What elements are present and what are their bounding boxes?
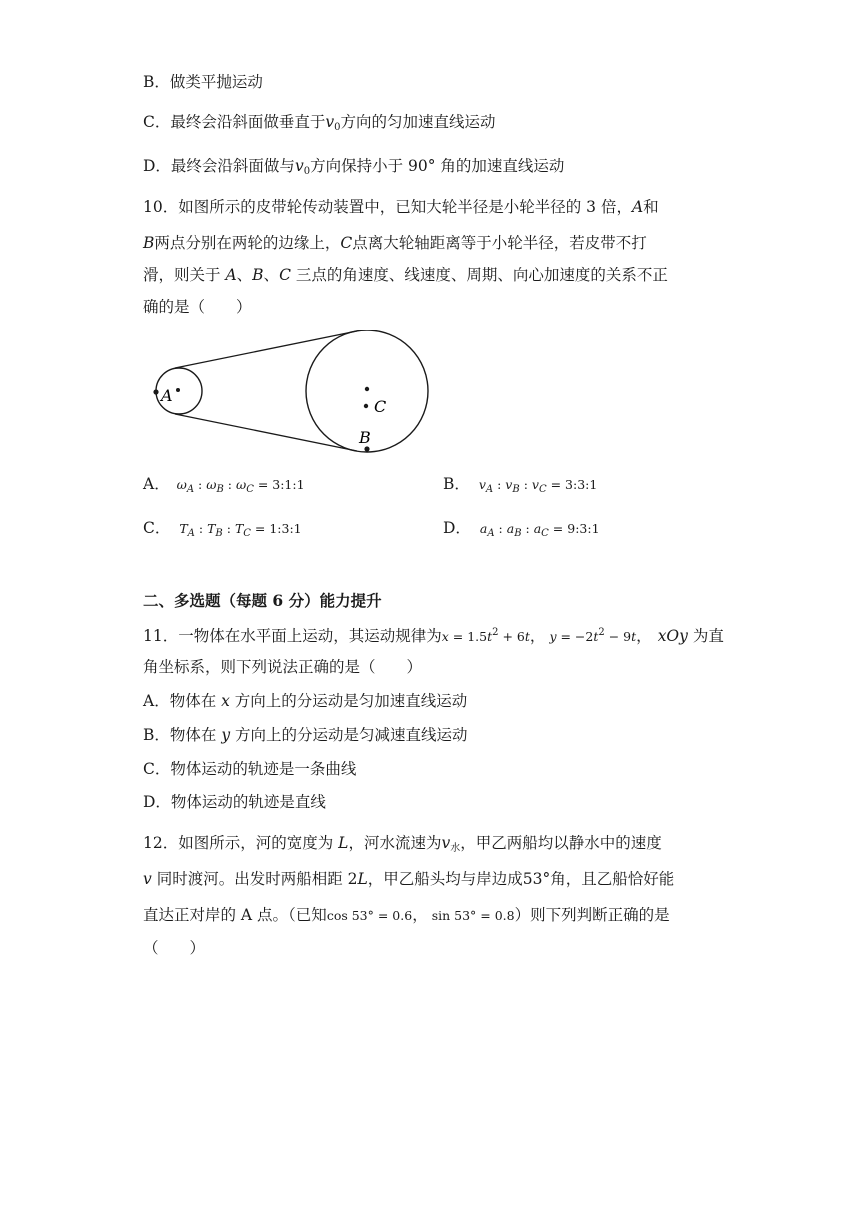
q10-text: 、 [236,266,253,284]
label-a: A [161,386,173,405]
q12-sin: sin 53° = 0.8 [431,908,515,923]
q12-text: ）则下列判断正确的是 [514,906,670,924]
q12-text: 同时渡河。出发时两船相距 2 [151,870,358,888]
q10-text: 、 [263,266,280,284]
q10-var-c: C [340,234,353,252]
q9-option-d-post: 方向保持小于 90° 角的加速直线运动 [310,157,565,175]
q10-line-2 [143,232,647,254]
q10-line-3 [143,264,668,286]
q11-text: 方向上的分运动是匀加速直线运动 [229,692,468,710]
option-label: C． [143,519,171,537]
small-axle-dot [176,388,180,392]
q12-line-4: （ ） [143,939,206,957]
q10-var-c: C [279,266,291,284]
q9-option-d-pre: D．最终会沿斜面做与 [143,157,295,175]
q10-text: 10．如图所示的皮带轮传动装置中，已知大轮半径是小轮半径的 3 倍， [143,198,632,216]
q10-text: 三点的角速度、线速度、周期、向心加速度的关系不正 [290,266,668,284]
q10-text: 点离大轮轴距离等于小轮半径，若皮带不打 [352,234,647,252]
q9-option-d [143,155,564,183]
option-label: D． [443,519,471,537]
q12-text: ，甲乙两船均以静水中的速度 [460,834,662,852]
section-heading: 二、多选题（每题 6 分）能力提升 [143,591,382,610]
q9-option-c-var: v [325,113,335,131]
q10-option-d-expr: $a_A$ : $a_B$ : $a_C$ = 9:3:1 [479,521,600,539]
q11-text: ， [636,627,652,645]
q10-option-b-expr: $v_A$ : $v_B$ : $v_C$ = 3:3:1 [478,477,598,495]
q9-option-c-post: 方向的匀加速直线运动 [340,113,496,131]
q11-var: x [221,692,230,710]
q11-text: 为直 [687,627,724,645]
q12-line-3 [143,904,670,927]
q11-eq-x: $x = 1.5t^2 + 6t$ [441,627,530,644]
label-b: B [359,428,371,447]
q10-text: 和 [643,198,659,216]
belt-pulley-figure [140,330,440,460]
q11-option-d: D．物体运动的轨迹是直线 [143,793,326,811]
q12-var-v-sub: 水 [450,843,461,854]
q10-option-c [143,517,302,545]
option-label: A． [143,475,170,493]
belt-bottom [175,414,357,451]
belt-top [175,331,357,368]
q12-var-v: v [143,870,152,888]
q11-var: y [221,726,231,744]
q12-var-l: L [357,870,368,888]
q11-option-b [143,724,468,746]
point-b-dot [364,446,369,451]
q10-var-b: B [252,266,264,284]
q9-option-d-sub: 0 [303,166,311,177]
q10-option-d [443,517,600,545]
q11-text: ， [529,627,546,645]
q12-line-1 [143,832,662,860]
q10-text: 两点分别在两轮的边缘上， [154,234,341,252]
q10-text: 滑，则关于 [143,266,226,284]
q11-line-1 [143,622,724,648]
q11-eq-y: $y = -2t^2 - 9t$ [549,627,637,644]
q11-text: 方向上的分运动是匀减速直线运动 [230,726,468,744]
q10-line-1 [143,196,659,218]
point-c-dot [364,404,368,408]
q12-line-2 [143,868,674,890]
q11-option-a [143,690,467,712]
q12-text: 12．如图所示，河的宽度为 [143,834,339,852]
q9-option-c-sub: 0 [334,122,341,133]
q12-var-l: L [338,834,349,852]
q12-text: ， [412,906,428,924]
label-c: C [374,397,387,416]
q9-option-b: B．做类平抛运动 [143,73,263,91]
q10-option-a-expr: $\omega_A$ : $\omega_B$ : $\omega_C$ = 3:1:1 [176,477,305,495]
q10-var-a: A [225,266,237,284]
q12-text: ，甲乙船头均与岸边成53°角，且乙船恰好能 [367,870,675,888]
point-a-dot [153,389,158,394]
q10-option-a [143,473,305,501]
q10-option-c-expr: $T_A$ : $T_B$ : $T_C$ = 1:3:1 [179,521,302,539]
q12-var-v: v [441,834,451,852]
q11-text: A．物体在 [143,692,222,710]
q10-option-b [443,473,597,501]
q12-text: 直达正对岸的 A 点。（已知 [143,906,327,924]
option-label: B． [443,475,470,493]
q12-cos: cos 53° = 0.6 [326,908,413,923]
q11-text: B．物体在 [143,726,222,744]
q12-text: ，河水流速为 [348,834,442,852]
q10-var-b: B [143,234,155,252]
large-axle-dot [365,387,369,391]
q11-text: 11．一物体在水平面上运动，其运动规律为 [143,627,442,645]
q9-option-c [143,111,496,139]
q9-option-c-pre: C．最终会沿斜面做垂直于 [143,113,326,131]
q10-var-a: A [631,198,644,216]
q9-option-d-var: v [294,157,304,175]
q11-xoy: xOy [657,627,688,645]
q10-line-4: 确的是（ ） [143,298,252,316]
q11-line-2: 角坐标系，则下列说法正确的是（ ） [143,658,423,676]
q11-option-c: C．物体运动的轨迹是一条曲线 [143,760,357,778]
